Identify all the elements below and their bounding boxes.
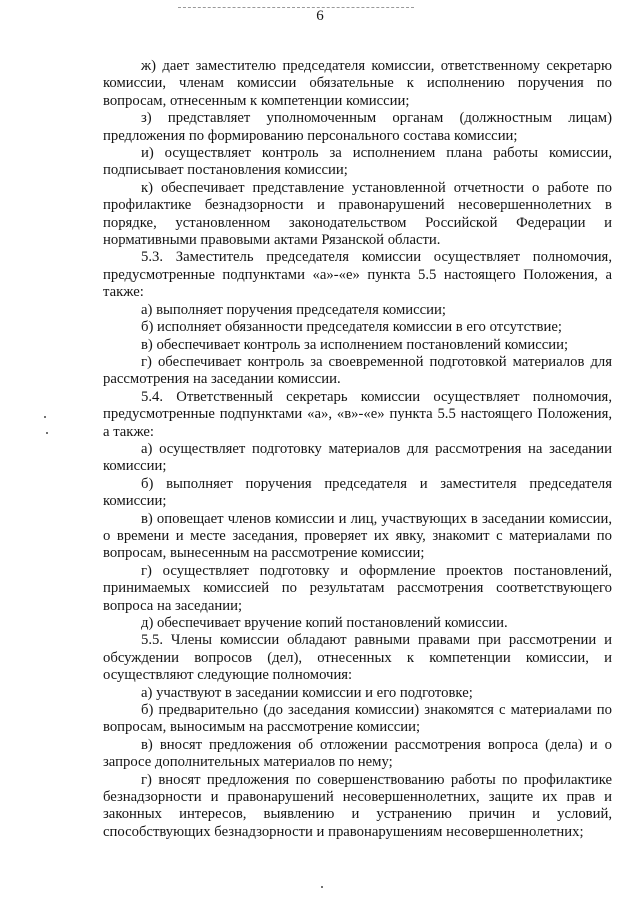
paragraph-z: з) представляет уполномоченным органам (должностным лицам) предложения по формированию персонального состава комиссии; bbox=[103, 110, 612, 144]
paragraph-5-4-a: а) осуществляет подготовку материалов для рассмотрения на заседании комиссии; bbox=[103, 440, 612, 475]
scan-speck bbox=[46, 432, 48, 434]
paragraph-5-5: 5.5. Члены комиссии обладают равными правами при рассмотрении и обсуждении вопросов (дел), отнесенных к компетенции комиссии, и осуществляют следующие полномочия: bbox=[103, 632, 612, 684]
scan-speck bbox=[321, 886, 323, 888]
paragraph-5-4-d: д) обеспечивает вручение копий постановлений комиссии. bbox=[141, 615, 508, 631]
paragraph-5-5-v: в) вносят предложения об отложении рассмотрения вопроса (дела) и о запросе дополнительных материалов по нему; bbox=[103, 736, 612, 771]
paragraph-5-5-b: б) предварительно (до заседания комиссии) знакомятся с материалами по вопросам, выносимым на рассмотрение комиссии; bbox=[103, 702, 612, 736]
paragraph-5-4-g: г) осуществляет подготовку и оформление проектов постановлений, принимаемых комиссией по результатам рассмотрения соответствующего вопроса на заседании; bbox=[103, 562, 612, 614]
paragraph-5-5-a: а) участвуют в заседании комиссии и его подготовке; bbox=[141, 684, 473, 701]
paragraph-5-4-v: в) оповещает членов комиссии и лиц, участвующих в заседании комиссии, о времени и месте заседания, проверяет их явку, знакомит с материалами по вопросам, вынесенным на рассмотрение комиссии; bbox=[103, 510, 612, 562]
paragraph-i: и) осуществляет контроль за исполнением плана работы комиссии, подписывает постановления комиссии; bbox=[103, 145, 612, 179]
paragraph-5-4-b: б) выполняет поручения председателя и заместителя председателя комиссии; bbox=[103, 475, 612, 510]
page-number: 6 bbox=[316, 8, 324, 24]
scan-speck bbox=[44, 416, 46, 418]
paragraph-5-3-a: а) выполняет поручения председателя комиссии; bbox=[141, 301, 446, 318]
paragraph-5-3-v: в) обеспечивает контроль за исполнением постановлений комиссии; bbox=[141, 336, 569, 353]
paragraph-5-4: 5.4. Ответственный секретарь комиссии осуществляет полномочия, предусмотренные подпунктами «а», «в»-«е» пункта 5.5 настоящего Положения, а также: bbox=[103, 388, 612, 440]
paragraph-zh: ж) дает заместителю председателя комиссии, ответственному секретарю комиссии, членам комиссии обязательные к исполнению поручения по вопросам, отнесенным к компетенции комиссии; bbox=[103, 58, 612, 109]
paragraph-5-3: 5.3. Заместитель председателя комиссии осуществляет полномочия, предусмотренные подпунктами «а»-«е» пункта 5.5 настоящего Положения, а также: bbox=[103, 249, 612, 301]
document-body bbox=[103, 58, 612, 841]
paragraph-k: к) обеспечивает представление установленной отчетности о работе по профилактике безнадзорности и правонарушений несовершеннолетних в порядке, установленном законодательством Российской Федерации и нормативными правовыми актами Рязанской области. bbox=[103, 179, 612, 249]
paragraph-5-5-g: г) вносят предложения по совершенствованию работы по профилактике безнадзорности и правонарушений несовершеннолетних, защите их прав и законных интересов, выявлению и устранению причин и условий, способствующих безнадзорности и правонарушениям несовершеннолетних; bbox=[103, 771, 612, 840]
paragraph-5-3-g: г) обеспечивает контроль за своевременной подготовкой материалов для рассмотрения на заседании комиссии. bbox=[103, 353, 612, 388]
paragraph-5-3-b: б) исполняет обязанности председателя комиссии в его отсутствие; bbox=[141, 319, 562, 336]
